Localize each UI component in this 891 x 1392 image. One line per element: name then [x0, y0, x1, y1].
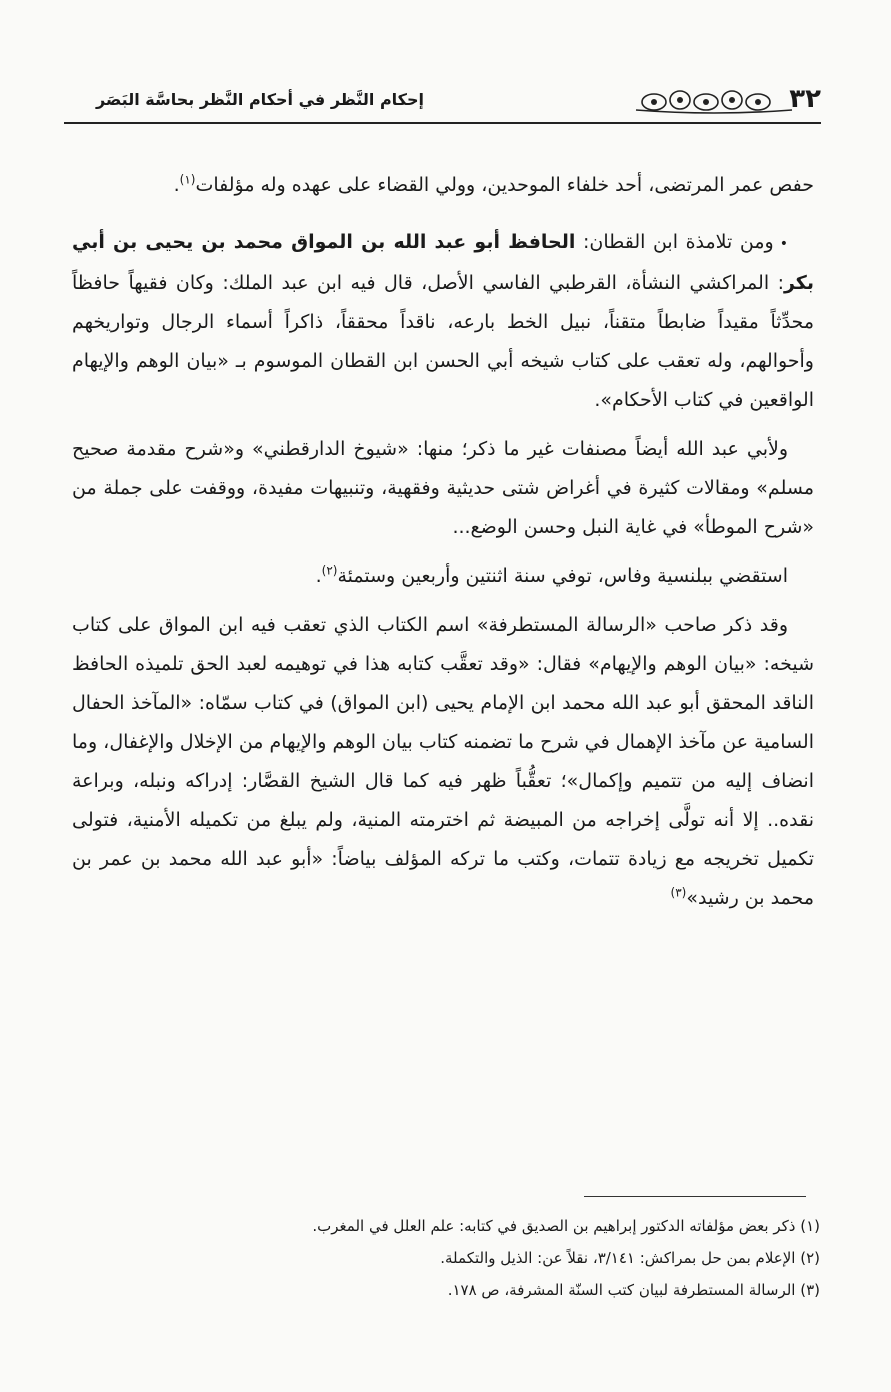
header-ornament-icon [634, 86, 794, 116]
footnotes [100, 1210, 820, 1306]
running-title: إحكام النَّظر في أحكام النَّظر بحاسَّة البَصَر [95, 90, 424, 109]
footnote-ref: (٢) [321, 563, 338, 578]
footnote-ref: (٣) [670, 885, 687, 900]
paragraph-text: ولأبي عبد الله أيضاً مصنفات غير ما ذكر؛ منها: «شيوخ الدارقطني» و«شرح مقدمة صحيح مسلم» ومقالات كثيرة في أغراض شتى حديثية وفقهية، وتنبيهات مفيدة، ووقفت على جملة من «شرح الموطأ» في غاية النبل وحسن الوضع... [72, 438, 814, 538]
page-number: ٣٢ [789, 84, 821, 114]
footnote-2: (٢) الإعلام بمن حل بمراكش: ٣/١٤١، نقلاً عن: الذيل والتكملة. [440, 1249, 820, 1267]
paragraph-4 [72, 557, 814, 596]
page-header [64, 84, 821, 124]
paragraph-1 [72, 166, 814, 205]
main-text [72, 166, 814, 918]
scholar-name: الحافظ أبو عبد الله بن المواق محمد بن يحيى بن أبي بكر [72, 231, 814, 294]
paragraph-text: حفص عمر المرتضى، أحد خلفاء الموحدين، وولي القضاء على عهده وله مؤلفات [195, 174, 814, 196]
paragraph-3 [72, 430, 814, 547]
paragraph-5 [72, 606, 814, 918]
paragraph-text: استقضي ببلنسية وفاس، توفي سنة اثنتين وأربعين وستمئة [337, 565, 788, 587]
paragraph-end: . [315, 565, 322, 587]
header-rule [64, 122, 821, 124]
footnote-ref: (١) [179, 172, 196, 187]
paragraph-text: وقد ذكر صاحب «الرسالة المستطرفة» اسم الكتاب الذي تعقب فيه ابن المواق على كتاب شيخه: «بيان الوهم والإيهام» فقال: «وقد تعقَّب كتابه هذا في توهيمه لعبد الحق تلميذه الحافظ الناقد المحقق أبو عبد الله محمد ابن الإمام يحيى (ابن المواق) في كتاب سمّاه: «المآخذ الحفال السامية عن مآخذ الإهمال في شرح ما تضمنه كتاب بيان الوهم والإيهام من الإخلال والإغفال، وما انضاف إليه من تتميم وإكمال»؛ تعقُّباً ظهر فيه كما قال الشيخ القصَّار: إدراكه ونبله، وبراعة نقده.. إلا أنه تولَّى إخراجه من المبيضة ثم اخترمته المنية، ولم يبلغ من تكميله الأمنية، فتولى تكميل تخريجه مع زيادة تتمات، وكتب ما تركه المؤلف بياضاً: «أبو عبد الله محمد بن عمر بن محمد بن رشيد» [72, 614, 814, 909]
paragraph-text: : المراكشي النشأة، القرطبي الفاسي الأصل، قال فيه ابن عبد الملك: وكان فقيهاً حافظاً محدِّثاً مقيداً ضابطاً متقناً، نبيل الخط بارعه، ناقداً محققاً، ذاكراً أسماء الرجال وتواريخهم وأحوالهم، وله تعقب على كتاب شيخه أبي الحسن ابن القطان الموسوم بـ «بيان الوهم والإيهام الواقعين في كتاب الأحكام». [72, 272, 814, 411]
footnote-1: (١) ذكر بعض مؤلفاته الدكتور إبراهيم بن الصديق في كتابه: علم العلل في المغرب. [312, 1217, 820, 1235]
footnote-divider [584, 1196, 806, 1197]
footnote-3: (٣) الرسالة المستطرفة لبيان كتب السنّة المشرفة، ص ١٧٨. [447, 1281, 820, 1299]
paragraph-text: ومن تلامذة ابن القطان: [575, 231, 774, 253]
paragraph-end: . [173, 174, 180, 196]
paragraph-2 [72, 223, 814, 420]
bullet-icon: • [779, 236, 788, 252]
